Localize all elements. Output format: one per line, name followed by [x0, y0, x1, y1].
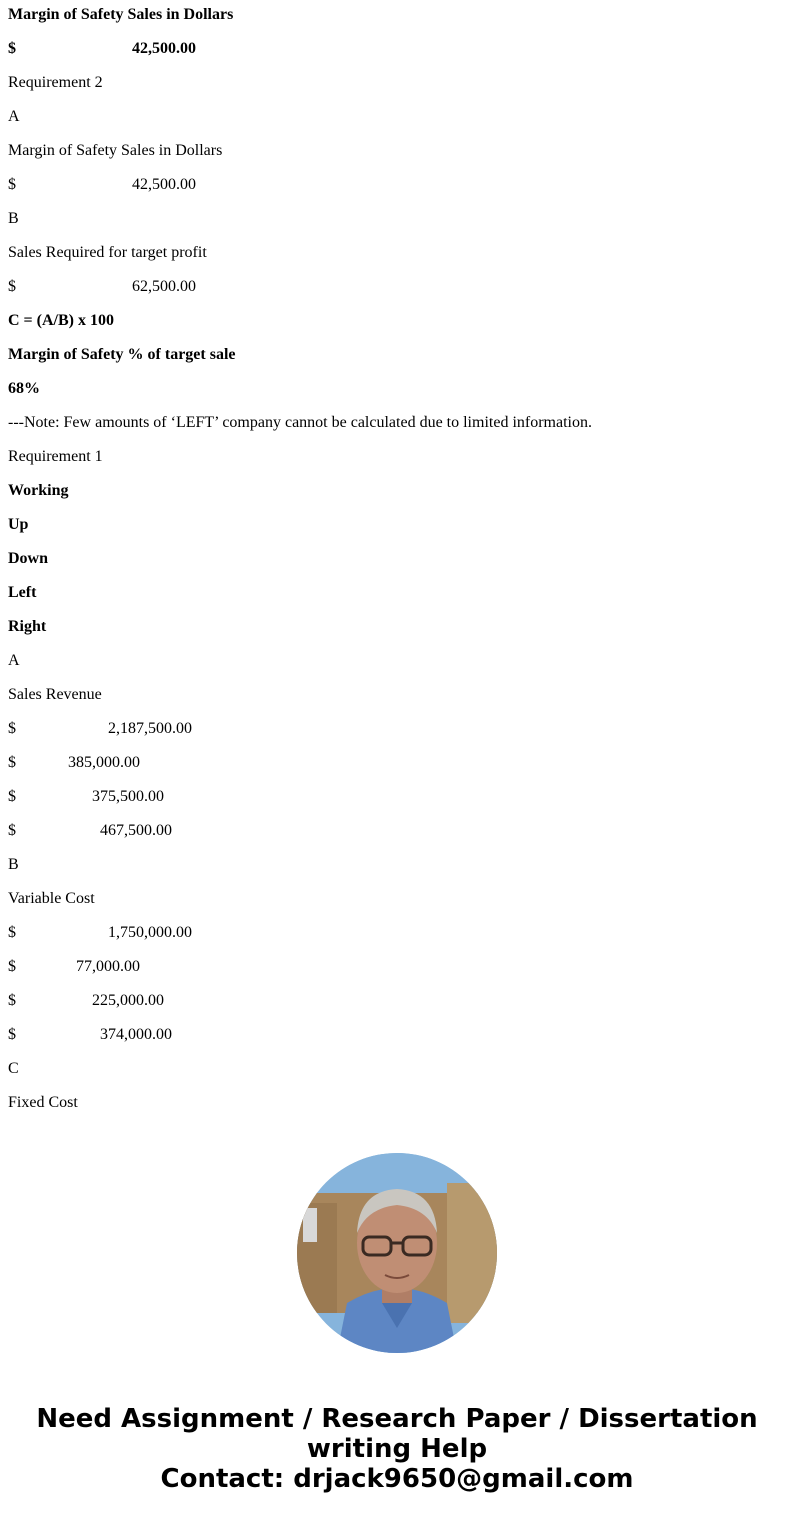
amount-row	[8, 957, 140, 977]
amount-row	[8, 753, 140, 773]
amount-value: 375,500.00	[92, 788, 164, 805]
company-up: Up	[8, 516, 29, 533]
margin-of-safety-percent-value: 68%	[8, 380, 40, 397]
amount-row	[8, 923, 192, 943]
sales-required-label: Sales Required for target profit	[8, 244, 207, 261]
portrait-illustration	[297, 1153, 497, 1353]
note-text: ---Note: Few amounts of ‘LEFT’ company cannot be calculated due to limited information.	[8, 414, 592, 431]
amount-value: 2,187,500.00	[108, 720, 192, 737]
currency-symbol: $	[8, 720, 16, 737]
currency-symbol: $	[8, 958, 16, 975]
amount-row	[8, 175, 196, 195]
amount-value: 62,500.00	[132, 278, 196, 295]
amount-row	[8, 787, 164, 807]
amount-row	[8, 821, 172, 841]
amount-row	[8, 277, 196, 297]
currency-symbol: $	[8, 40, 16, 57]
margin-of-safety-label: Margin of Safety Sales in Dollars	[8, 142, 223, 159]
currency-symbol: $	[8, 278, 16, 295]
formula-label: C = (A/B) x 100	[8, 312, 114, 329]
amount-value: 1,750,000.00	[108, 924, 192, 941]
amount-row	[8, 719, 192, 739]
row-label-a: A	[8, 108, 20, 125]
row-label-c: C	[8, 1060, 19, 1077]
amount-value: 467,500.00	[100, 822, 172, 839]
company-down: Down	[8, 550, 49, 567]
currency-symbol: $	[8, 924, 16, 941]
currency-symbol: $	[8, 822, 16, 839]
amount-value: 385,000.00	[68, 754, 140, 771]
row-label-b: B	[8, 856, 19, 873]
currency-symbol: $	[8, 176, 16, 193]
row-label-a: A	[8, 652, 20, 669]
margin-of-safety-percent-label: Margin of Safety % of target sale	[8, 346, 236, 363]
promo-banner	[0, 1404, 794, 1494]
amount-value: 42,500.00	[132, 40, 196, 57]
promo-line-1: Need Assignment / Research Paper / Dissertation	[36, 1404, 758, 1434]
working-heading: Working	[8, 482, 69, 499]
promo-line-2: writing Help	[306, 1434, 488, 1464]
avatar	[297, 1153, 497, 1353]
currency-symbol: $	[8, 1026, 16, 1043]
fixed-cost-label: Fixed Cost	[8, 1094, 78, 1111]
amount-value: 77,000.00	[76, 958, 140, 975]
currency-symbol: $	[8, 992, 16, 1009]
row-label-b: B	[8, 210, 19, 227]
company-left: Left	[8, 584, 37, 601]
heading-margin-of-safety: Margin of Safety Sales in Dollars	[8, 6, 234, 23]
requirement-1-label: Requirement 1	[8, 448, 103, 465]
company-right: Right	[8, 618, 47, 635]
variable-cost-label: Variable Cost	[8, 890, 95, 907]
amount-value: 374,000.00	[100, 1026, 172, 1043]
amount-row	[8, 39, 196, 59]
amount-row	[8, 1025, 172, 1045]
amount-value: 42,500.00	[132, 176, 196, 193]
amount-row	[8, 991, 164, 1011]
sales-revenue-label: Sales Revenue	[8, 686, 102, 703]
promo-contact: Contact: drjack9650@gmail.com	[160, 1464, 634, 1494]
currency-symbol: $	[8, 754, 16, 771]
amount-value: 225,000.00	[92, 992, 164, 1009]
currency-symbol: $	[8, 788, 16, 805]
requirement-2-label: Requirement 2	[8, 74, 103, 91]
